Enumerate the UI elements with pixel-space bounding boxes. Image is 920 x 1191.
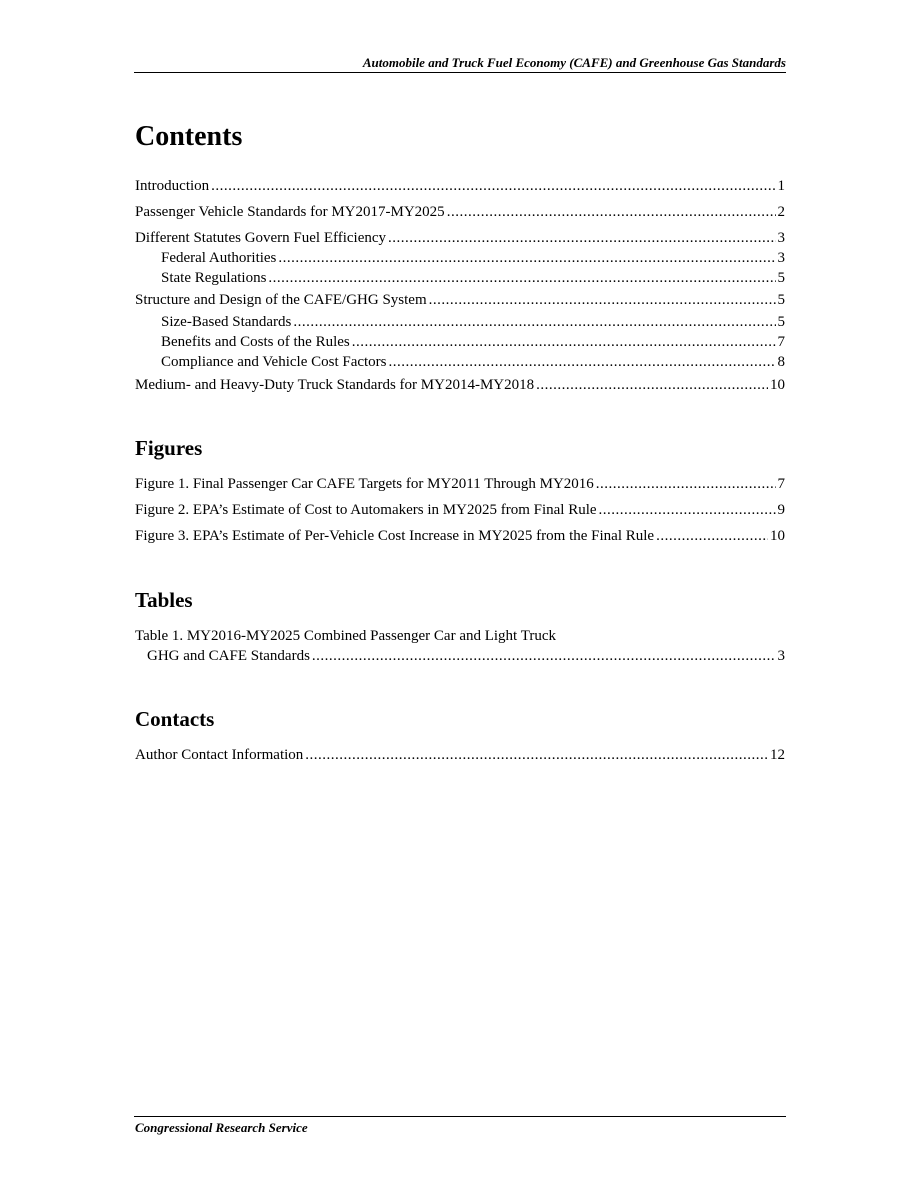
toc-entry-different-statutes[interactable] bbox=[135, 228, 785, 248]
toc-entry-federal-authorities[interactable] bbox=[135, 248, 785, 268]
toc-entry-label: Different Statutes Govern Fuel Efficiency bbox=[135, 230, 387, 246]
dot-leader bbox=[268, 268, 775, 288]
tables-heading: Tables bbox=[135, 588, 193, 612]
toc-entry-page: 8 bbox=[777, 354, 785, 370]
dot-leader bbox=[536, 375, 768, 395]
toc-entry-label: Figure 2. EPA’s Estimate of Cost to Automakers in MY2025 from Final Rule bbox=[135, 502, 597, 518]
toc-entry-page: 3 bbox=[777, 648, 785, 664]
toc-entry-label: State Regulations bbox=[161, 270, 267, 286]
toc-entry-author-contact[interactable] bbox=[135, 745, 785, 765]
toc-entry-label: Introduction bbox=[135, 178, 210, 194]
toc-entry-figure-1[interactable] bbox=[135, 474, 785, 494]
toc-entry-structure-and-design[interactable] bbox=[135, 290, 785, 310]
toc-entry-label-line2: GHG and CAFE Standards bbox=[147, 648, 310, 664]
toc-entry-label: Structure and Design of the CAFE/GHG System bbox=[135, 292, 427, 308]
dot-leader bbox=[293, 312, 775, 332]
toc-entry-page: 10 bbox=[770, 377, 785, 393]
toc-entry-label: Compliance and Vehicle Cost Factors bbox=[161, 354, 387, 370]
dot-leader bbox=[305, 745, 768, 765]
dot-leader bbox=[389, 352, 776, 372]
toc-entry-medium-heavy-duty-truck[interactable] bbox=[135, 375, 785, 395]
toc-entry-page: 5 bbox=[777, 314, 785, 330]
toc-entry-page: 2 bbox=[777, 204, 785, 220]
figures-heading: Figures bbox=[135, 436, 203, 460]
contacts-list bbox=[135, 745, 785, 765]
dot-leader bbox=[447, 202, 776, 222]
toc-entry-page: 5 bbox=[777, 292, 785, 308]
toc-entry-page: 7 bbox=[777, 476, 785, 492]
toc-entry-compliance-and-vehicle-cost[interactable] bbox=[135, 352, 785, 372]
dot-leader bbox=[599, 500, 776, 520]
tables-list bbox=[135, 626, 785, 666]
toc-entry-label: Benefits and Costs of the Rules bbox=[161, 334, 350, 350]
toc-entry-passenger-vehicle-standards[interactable] bbox=[135, 202, 785, 222]
toc-entry-benefits-and-costs[interactable] bbox=[135, 332, 785, 352]
dot-leader bbox=[429, 290, 776, 310]
running-footer: Congressional Research Service bbox=[135, 1120, 308, 1135]
dot-leader bbox=[388, 228, 775, 248]
toc-entry-introduction[interactable] bbox=[135, 176, 785, 196]
figures-list bbox=[135, 474, 785, 546]
toc-entry-page: 7 bbox=[777, 334, 785, 350]
toc-entry-figure-3[interactable] bbox=[135, 526, 785, 546]
toc-entry-state-regulations[interactable] bbox=[135, 268, 785, 288]
toc-entry-page: 12 bbox=[770, 747, 785, 763]
contents-list bbox=[135, 176, 785, 395]
toc-entry-page: 9 bbox=[777, 502, 785, 518]
toc-entry-label: Medium- and Heavy-Duty Truck Standards for MY2014-MY2018 bbox=[135, 377, 535, 393]
header-rule bbox=[134, 72, 786, 73]
toc-entry-page: 3 bbox=[777, 250, 785, 266]
toc-entry-figure-2[interactable] bbox=[135, 500, 785, 520]
toc-entry-label: Figure 3. EPA’s Estimate of Per-Vehicle Cost Increase in MY2025 from the Final Rule bbox=[135, 528, 655, 544]
footer-rule bbox=[134, 1116, 786, 1117]
toc-entry-label-line1: Table 1. MY2016-MY2025 Combined Passenger Car and Light Truck bbox=[135, 628, 556, 644]
toc-entry-size-based-standards[interactable] bbox=[135, 312, 785, 332]
dot-leader bbox=[211, 176, 775, 196]
toc-entry-page: 3 bbox=[777, 230, 785, 246]
toc-entry-label: Figure 1. Final Passenger Car CAFE Targets for MY2011 Through MY2016 bbox=[135, 476, 594, 492]
toc-entry-label: Size-Based Standards bbox=[161, 314, 292, 330]
toc-entry-page: 1 bbox=[777, 178, 785, 194]
toc-entry-table-1[interactable] bbox=[135, 626, 785, 666]
contents-heading: Contents bbox=[135, 121, 243, 152]
dot-leader bbox=[352, 332, 776, 352]
dot-leader bbox=[596, 474, 776, 494]
toc-entry-page: 10 bbox=[770, 528, 785, 544]
toc-entry-page: 5 bbox=[777, 270, 785, 286]
toc-entry-label: Passenger Vehicle Standards for MY2017-MY2025 bbox=[135, 204, 445, 220]
toc-entry-label: Author Contact Information bbox=[135, 747, 304, 763]
dot-leader bbox=[312, 646, 776, 666]
dot-leader bbox=[278, 248, 775, 268]
running-header: Automobile and Truck Fuel Economy (CAFE) and Greenhouse Gas Standards bbox=[362, 55, 786, 70]
contacts-heading: Contacts bbox=[135, 707, 215, 731]
toc-entry-label: Federal Authorities bbox=[161, 250, 277, 266]
dot-leader bbox=[656, 526, 768, 546]
